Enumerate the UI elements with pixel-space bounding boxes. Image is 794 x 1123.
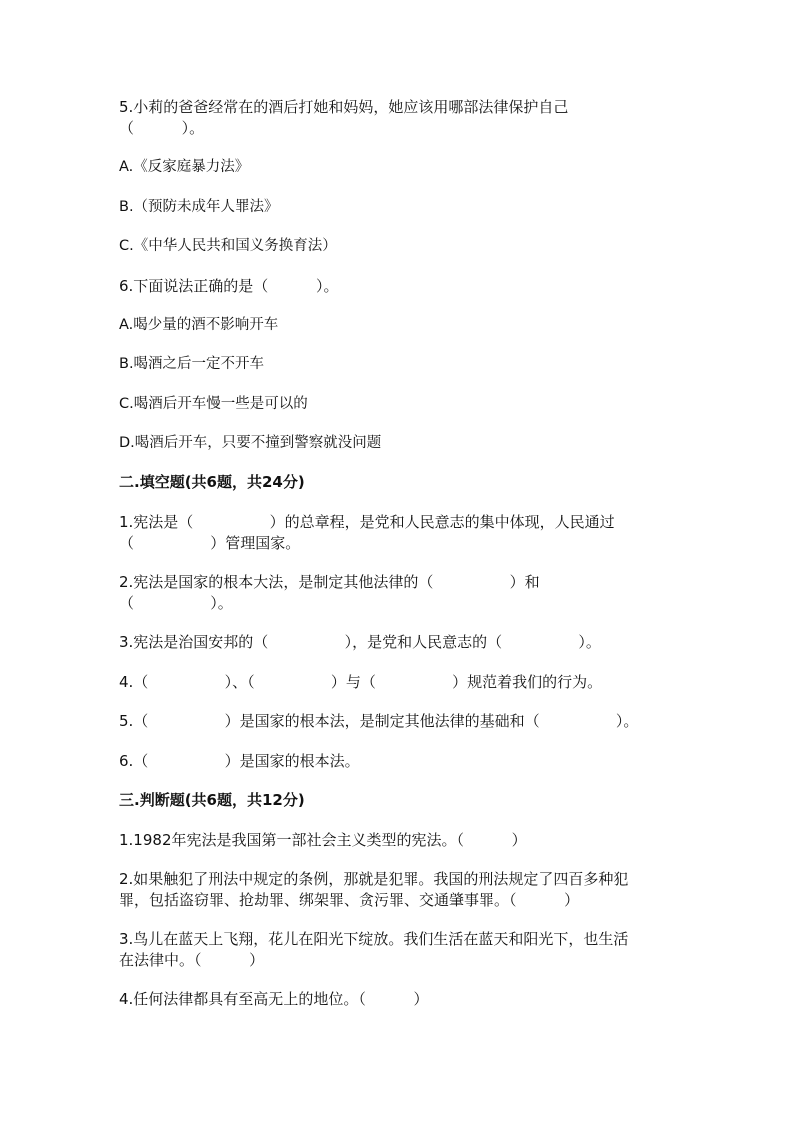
- s3-q4: 4.任何法律都具有至高无上的地位。（ ）: [119, 990, 429, 1008]
- section-3-title: 三.判断题(共6题，共12分): [119, 791, 305, 809]
- q6-option-b: B.喝酒之后一定不开车: [119, 356, 265, 372]
- s2-q1-line2: （ ）管理国家。: [119, 534, 301, 552]
- q5-option-b: B.（预防未成年人罪法》: [119, 199, 279, 215]
- q5-stem-line1: 5.小莉的爸爸经常在的酒后打她和妈妈，她应该用哪部法律保护自己: [119, 98, 569, 116]
- s2-q2-line1: 2.宪法是国家的根本大法，是制定其他法律的（ ）和: [119, 573, 540, 591]
- q5-option-a: A.《反家庭暴力法》: [119, 159, 250, 175]
- s2-q1-line1: 1.宪法是（ ）的总章程，是党和人民意志的集中体现，人民通过: [119, 513, 615, 531]
- s3-q3-line1: 3.鸟儿在蓝天上飞翔，花儿在阳光下绽放。我们生活在蓝天和阳光下，也生活: [119, 930, 629, 948]
- q6-stem: 6.下面说法正确的是（ ）。: [119, 277, 339, 295]
- s2-q2-line2: （ ）。: [119, 594, 233, 612]
- s2-q5: 5.（ ）是国家的根本法，是制定其他法律的基础和（ ）。: [119, 712, 639, 730]
- q6-option-d: D.喝酒后开车，只要不撞到警察就没问题: [119, 435, 382, 451]
- q6-option-c: C.喝酒后开车慢一些是可以的: [119, 396, 308, 412]
- s2-q6: 6.（ ）是国家的根本法。: [119, 752, 360, 770]
- s2-q3: 3.宪法是治国安邦的（ ），是党和人民意志的（ ）。: [119, 633, 601, 651]
- s3-q1: 1.1982年宪法是我国第一部社会主义类型的宪法。（ ）: [119, 831, 527, 849]
- q5-stem-line2: （ ）。: [119, 119, 205, 137]
- s3-q2-line1: 2.如果触犯了刑法中规定的条例，那就是犯罪。我国的刑法规定了四百多种犯: [119, 870, 629, 888]
- q6-option-a: A.喝少量的酒不影响开车: [119, 317, 279, 333]
- section-2-title: 二.填空题(共6题，共24分): [119, 473, 305, 491]
- s3-q2-line2: 罪，包括盗窃罪、抢劫罪、绑架罪、贪污罪、交通肇事罪。（ ）: [119, 891, 580, 909]
- s2-q4: 4.（ ）、（ ）与（ ）规范着我们的行为。: [119, 673, 603, 691]
- q5-option-c: C.《中华人民共和国义务换育法）: [119, 238, 337, 254]
- s3-q3-line2: 在法律中。（ ）: [119, 951, 265, 969]
